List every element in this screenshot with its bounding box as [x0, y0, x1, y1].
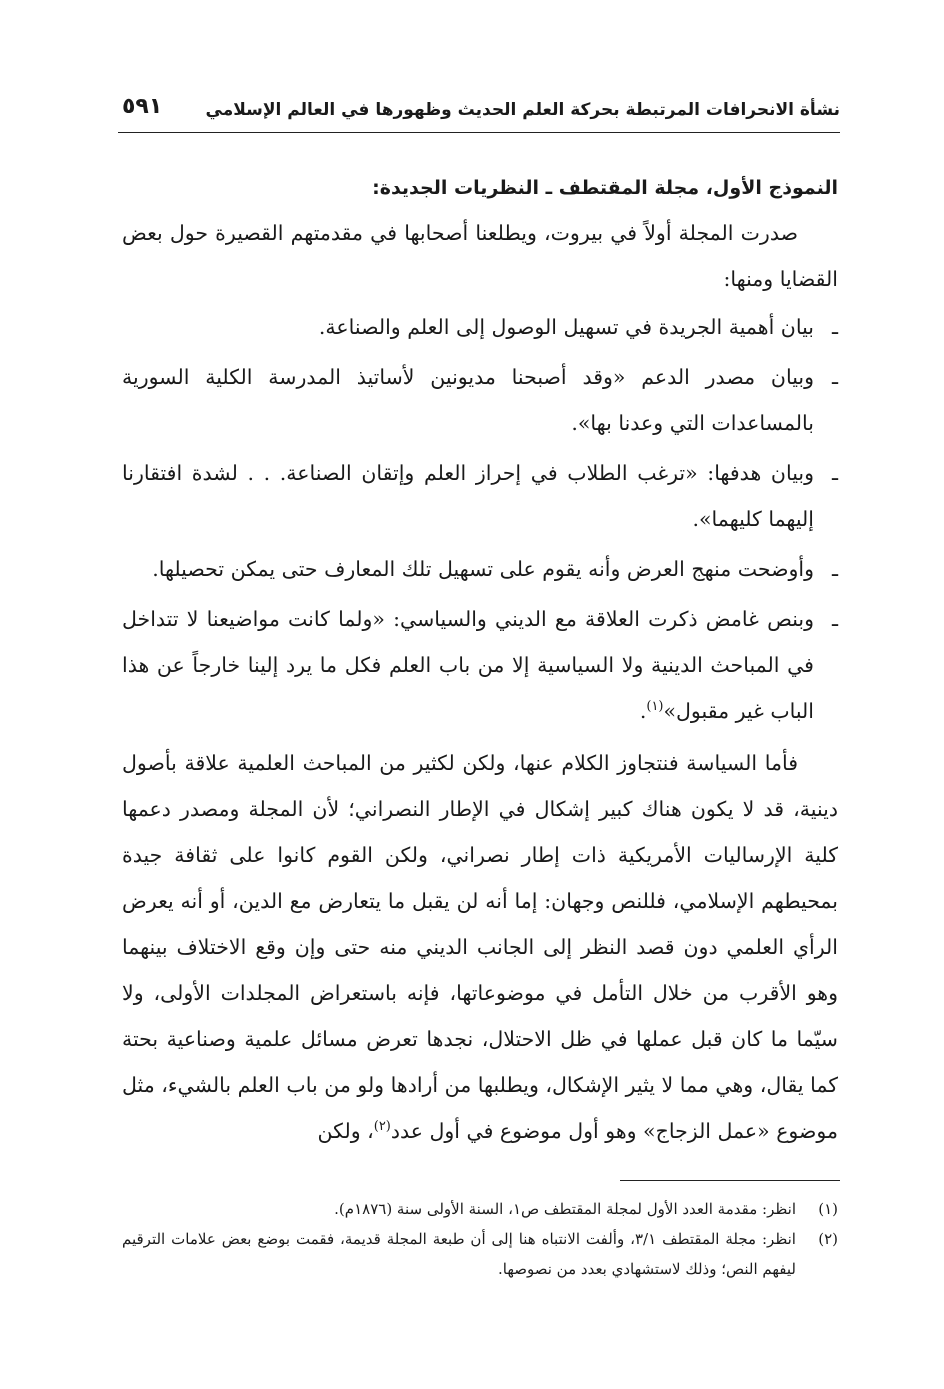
footnote-reference[interactable]: (٢)	[373, 1119, 391, 1135]
bullet-dash: ـ	[831, 461, 838, 485]
footnote-reference[interactable]: (١)	[646, 699, 664, 715]
footnote-text: انظر: مجلة المقتطف ٣/١، وألفت الانتباه هنا إلى أن طبعة المجلة قديمة، فقمت بوضع بعض علامات الترقيم ليفهم النص؛ وذلك لاستشهادي بعدد من نصوصها.	[122, 1230, 796, 1278]
bullet-dash: ـ	[831, 607, 838, 631]
list-item	[122, 354, 838, 446]
footnote	[122, 1194, 838, 1224]
footnote-number: (١)	[818, 1200, 838, 1218]
bullet-dash: ـ	[831, 557, 838, 581]
intro-paragraph: صدرت المجلة أولاً في بيروت، ويطلعنا أصحابها في مقدمتهم القصيرة حول بعض القضايا ومنها:	[122, 221, 838, 291]
footnote-divider	[620, 1180, 840, 1181]
footnote-number: (٢)	[818, 1230, 838, 1248]
body-text: فأما السياسة فنتجاوز الكلام عنها، ولكن لكثير من المباحث العلمية علاقة بأصول دينية، قد لا يكون هناك كبير إشكال في الإطار النصراني؛ لأن المجلة ومصدر دعمها كلية الإرساليات الأمريكية ذات إطار نصراني، ولكن القوم كانوا على ثقافة جيدة بمحيطهم الإسلامي، فللنص وجهان: إما أنه لن يقبل ما يتعارض مع الدين، أو أنه يعرض الرأي العلمي دون قصد النظر إلى الجانب الديني منه حتى وإن وقع الاختلاف بينهما وهو الأقرب من خلال التأمل في موضوعاتها، فإنه باستعراض المجلدات الأولى، ولا سيّما ما كان قبل عملها في ظل الاحتلال، نجدها تعرض مسائل علمية وصناعية بحتة كما يقال، وهي مما لا يثير الإشكال، ويطلبها من أرادها ولو من باب العلم بالشيء، مثل موضوع «عمل الزجاج» وهو أول موضوع في أول عدد	[122, 751, 838, 1143]
body-text-tail: ، ولكن	[317, 1119, 374, 1143]
page-number: ٥٩١	[122, 94, 163, 119]
section-heading: النموذج الأول، مجلة المقتطف ـ النظريات الجديدة:	[372, 177, 838, 199]
page-header	[118, 88, 840, 133]
footnote	[122, 1224, 838, 1284]
list-item	[122, 450, 838, 542]
footnotes	[122, 1194, 838, 1284]
list-item-text: وبيان هدفها: «ترغب الطلاب في إحراز العلم وإتقان الصناعة. . . لشدة افتقارنا إليهما كليهما».	[122, 461, 814, 531]
list-item-text: وبيان مصدر الدعم «وقد أصبحنا مديونين لأساتيذ المدرسة الكلية السورية بالمساعدات التي وعدنا بها».	[122, 365, 814, 435]
bullet-list	[122, 304, 838, 734]
bullet-dash: ـ	[831, 315, 838, 339]
list-item	[122, 546, 838, 592]
bullet-dash: ـ	[831, 365, 838, 389]
list-item-text: بيان أهمية الجريدة في تسهيل الوصول إلى العلم والصناعة.	[318, 315, 814, 339]
list-item	[122, 304, 838, 350]
list-item-text: وأوضحت منهج العرض وأنه يقوم على تسهيل تلك المعارف حتى يمكن تحصيلها.	[152, 557, 814, 581]
main-content	[122, 168, 838, 1154]
list-item-text: وبنص غامض ذكرت العلاقة مع الديني والسياسي: «ولما كانت مواضيعنا لا تتداخل في المباحث الدينية ولا السياسية إلا من باب العلم فكل ما يرد إلينا خارجاً عن هذا الباب غير مقبول»	[122, 607, 814, 723]
list-item-tail: .	[639, 699, 647, 723]
body-paragraph	[122, 740, 838, 1154]
footnote-text: انظر: مقدمة العدد الأول لمجلة المقتطف ص١، السنة الأولى سنة (١٨٧٦م).	[334, 1200, 796, 1218]
list-item	[122, 596, 838, 734]
running-title: نشأة الانحرافات المرتبطة بحركة العلم الحديث وظهورها في العالم الإسلامي	[205, 100, 840, 120]
